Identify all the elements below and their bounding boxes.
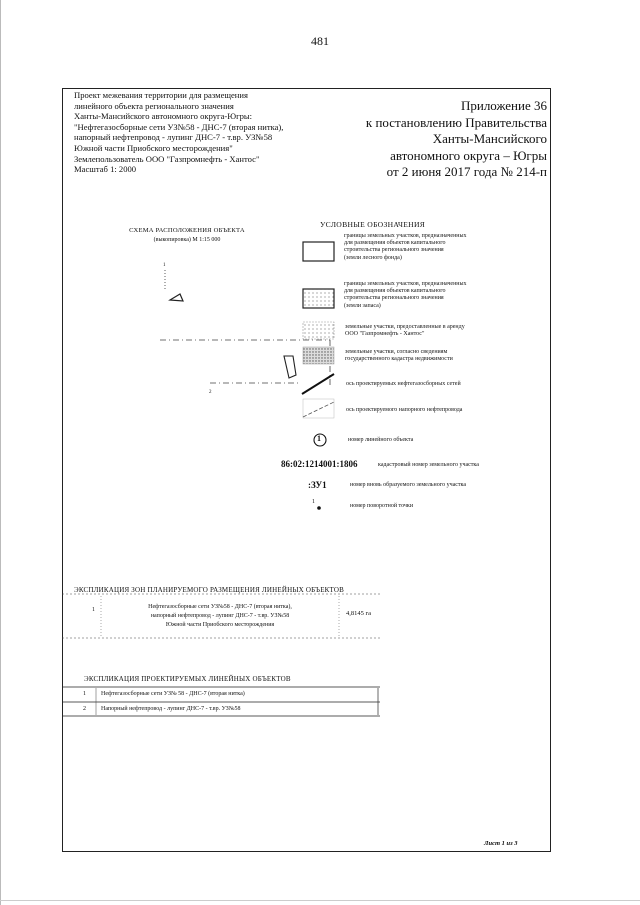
sheet-number: Лист 1 из 3 <box>484 840 518 847</box>
project-line: Ханты-Мансийского автономного округа-Югры: <box>74 111 253 122</box>
legend-turn-point-label: 1 <box>312 499 315 505</box>
legend-text-forest: границы земельных участков, предназначенных для размещения объектов капитального строительства регионального значения (земли лесного фонда) <box>344 233 467 261</box>
scheme-title: СХЕМА РАСПОЛОЖЕНИЯ ОБЪЕКТА <box>129 227 245 234</box>
legend-text-object-number: номер линейного объекта <box>348 437 414 443</box>
legend-symbol-cadastre <box>303 347 334 364</box>
legend-text-cadastral: кадастровый номер земельного участка <box>378 462 479 468</box>
project-line: напорный нефтепровод - лупинг ДНС-7 - т.вр. УЗ№58 <box>74 132 273 143</box>
legend-symbol-reserve <box>303 289 334 308</box>
objects-row-num: 1 <box>83 691 86 697</box>
zones-row-area: 4,8145 га <box>346 610 372 617</box>
objects-row-desc: Напорный нефтепровод - лупинг ДНС-7 - т.вр. УЗ№58 <box>101 706 241 712</box>
legend-cadastral-number: 86:02:1214001:1806 <box>281 459 358 469</box>
zones-row-num: 1 <box>92 607 95 613</box>
scheme-point-1: 1 <box>163 263 166 268</box>
explication-zones-title: ЭКСПЛИКАЦИЯ ЗОН ПЛАНИРУЕМОГО РАЗМЕЩЕНИЯ ЛИНЕЙНЫХ ОБЪЕКТОВ <box>74 586 345 594</box>
project-line: Землепользователь ООО "Газпромнефть - Хантос" <box>74 153 260 164</box>
objects-row-desc: Нефтегазосборные сети УЗ№ 58 - ДНС-7 (вторая нитка) <box>101 691 245 697</box>
scheme-subtitle: (выкопировка) М 1:15 000 <box>153 237 221 243</box>
legend-symbol-lease <box>303 322 334 339</box>
legend-symbol-turn-point <box>317 506 321 510</box>
legend-symbol-pipeline-box <box>303 399 334 418</box>
project-line: линейного объекта регионального значения <box>74 100 234 111</box>
legend-text-gas-axis: ось проектируемых нефтегазосборных сетей <box>346 381 461 387</box>
zones-row-desc: Нефтегазосборные сети УЗ№58 - ДНС-7 (вторая нитка), напорный нефтепровод - лупинг ДНС-7 - т.вр. УЗ№58 Южной части Приобского месторождения <box>148 604 292 628</box>
project-scale: Масштаб 1: 2000 <box>74 164 137 175</box>
legend-text-pipeline-axis: ось проектируемого напорного нефтепровода <box>346 407 463 413</box>
legend-text-lease: земельные участки, предоставленные в аренду ООО "Газпромнефть - Хантос" <box>345 324 465 338</box>
appendix-line: Ханты-Мансийского <box>432 131 547 147</box>
page-number: 481 <box>311 34 329 48</box>
legend-text-turn-point: номер поворотной точки <box>350 503 414 509</box>
appendix-line: Приложение 36 <box>460 98 547 113</box>
legend-title: УСЛОВНЫЕ ОБОЗНАЧЕНИЯ <box>320 220 426 229</box>
appendix-line: к постановлению Правительства <box>365 114 547 130</box>
legend-zu-label: :ЗУ1 <box>308 480 327 490</box>
appendix-line: автономного округа – Югры <box>390 147 547 163</box>
objects-row-num: 2 <box>83 706 86 712</box>
project-line: Южной части Приобского месторождения" <box>74 142 233 153</box>
legend-symbol-pipeline-axis <box>303 402 334 417</box>
appendix-line: от 2 июня 2017 года № 214-п <box>386 164 547 180</box>
project-line: "Нефтегазосборные сети УЗ№58 - ДНС-7 (вторая нитка), <box>74 121 284 132</box>
legend-text-reserve: границы земельных участков, предназначенных для размещения объектов капитального строительства регионального значения (земли запаса) <box>344 281 467 309</box>
legend-symbol-forest <box>303 242 334 261</box>
legend-symbol-gas-axis <box>302 374 334 394</box>
explication-objects-title: ЭКСПЛИКАЦИЯ ПРОЕКТИРУЕМЫХ ЛИНЕЙНЫХ ОБЪЕКТОВ <box>84 675 291 683</box>
scheme-point-2: 2 <box>209 390 212 395</box>
legend-text-cadastre: земельные участки, согласно сведениям государственного кадастра недвижимости <box>345 349 453 363</box>
project-line: Проект межевания территории для размещения <box>74 90 248 100</box>
legend-text-zu: номер вновь образуемого земельного участка <box>350 482 467 488</box>
legend-object-number-label: 1 <box>317 434 321 443</box>
